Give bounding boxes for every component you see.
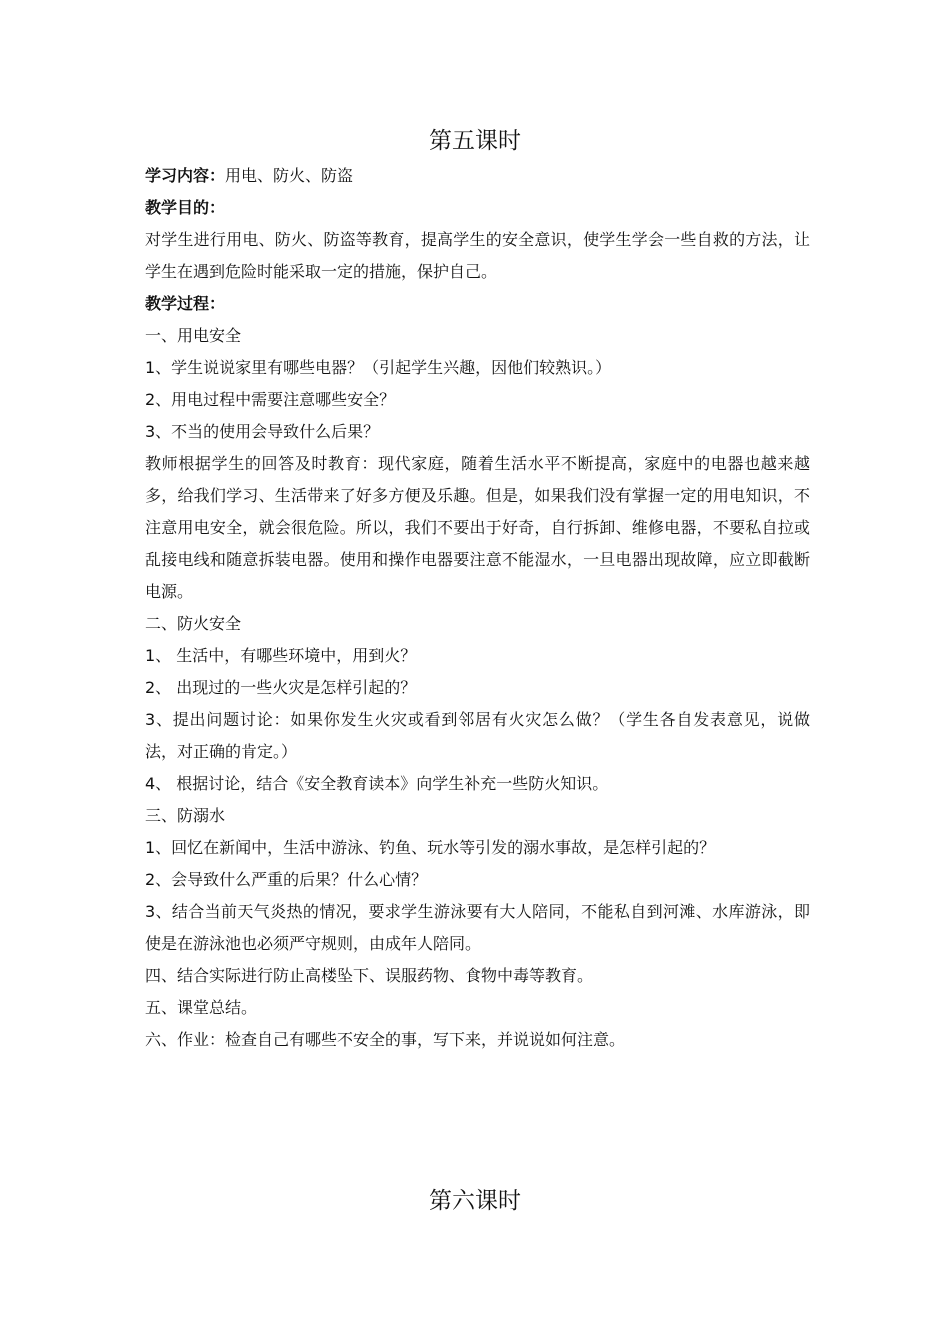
section-electricity-heading: 一、用电安全 (145, 326, 242, 345)
electricity-question-1: 1、学生说说家里有哪些电器？（引起学生兴趣，因他们较熟识。） (145, 358, 612, 377)
electricity-question-2: 2、用电过程中需要注意哪些安全？ (145, 390, 396, 409)
section-homework: 六、作业：检查自己有哪些不安全的事，写下来，并说说如何注意。 (145, 1030, 626, 1049)
teaching-goal-text: 对学生进行用电、防火、防盗等教育，提高学生的安全意识，使学生学会一些自救的方法，让学生在遇到危险时能采取一定的措施，保护自己。 (145, 230, 810, 281)
electricity-paragraph: 教师根据学生的回答及时教育：现代家庭，随着生活水平不断提高，家庭中的电器也越来越多，给我们学习、生活带来了好多方便及乐趣。但是，如果我们没有掌握一定的用电知识，不注意用电安全，就会很危险。所以，我们不要出于好奇，自行拆卸、维修电器，不要私自拉或乱接电线和随意拆装电器。使用和操作电器要注意不能湿水，一旦电器出现故障，应立即截断电源。 (145, 454, 810, 601)
section-fire-heading: 二、防火安全 (145, 614, 242, 633)
drowning-question-2: 2、会导致什么严重的后果？什么心情？ (145, 870, 428, 889)
fire-question-3: 3、提出问题讨论：如果你发生火灾或看到邻居有火灾怎么做？（学生各自发表意见，说做法，对正确的肯定。） (145, 710, 810, 761)
teaching-goal-label: 教学目的： (145, 198, 226, 217)
section-other-education: 四、结合实际进行防止高楼坠下、误服药物、食物中毒等教育。 (145, 966, 594, 985)
electricity-question-3: 3、不当的使用会导致什么后果？ (145, 422, 380, 441)
study-content-label: 学习内容： (145, 166, 226, 185)
section-drowning-heading: 三、防溺水 (145, 806, 226, 825)
section-summary: 五、课堂总结。 (145, 998, 258, 1017)
study-content-line (145, 160, 810, 192)
study-content-value: 用电、防火、防盗 (225, 166, 354, 185)
teaching-process-label: 教学过程： (145, 294, 226, 313)
drowning-question-3: 3、结合当前天气炎热的情况，要求学生游泳要有大人陪同，不能私自到河滩、水库游泳，即使是在游泳池也必须严守规则，由成年人陪同。 (145, 902, 810, 953)
lesson6-title: 第六课时 (429, 1188, 521, 1214)
fire-question-2: 2、 出现过的一些火灾是怎样引起的？ (145, 678, 417, 697)
lesson5-title: 第五课时 (429, 128, 521, 154)
lesson5-body (145, 160, 810, 1056)
drowning-question-1: 1、回忆在新闻中，生活中游泳、钓鱼、玩水等引发的溺水事故，是怎样引起的？ (145, 838, 716, 857)
fire-question-1: 1、 生活中，有哪些环境中，用到火？ (145, 646, 417, 665)
fire-question-4: 4、 根据讨论，结合《安全教育读本》向学生补充一些防火知识。 (145, 774, 609, 793)
